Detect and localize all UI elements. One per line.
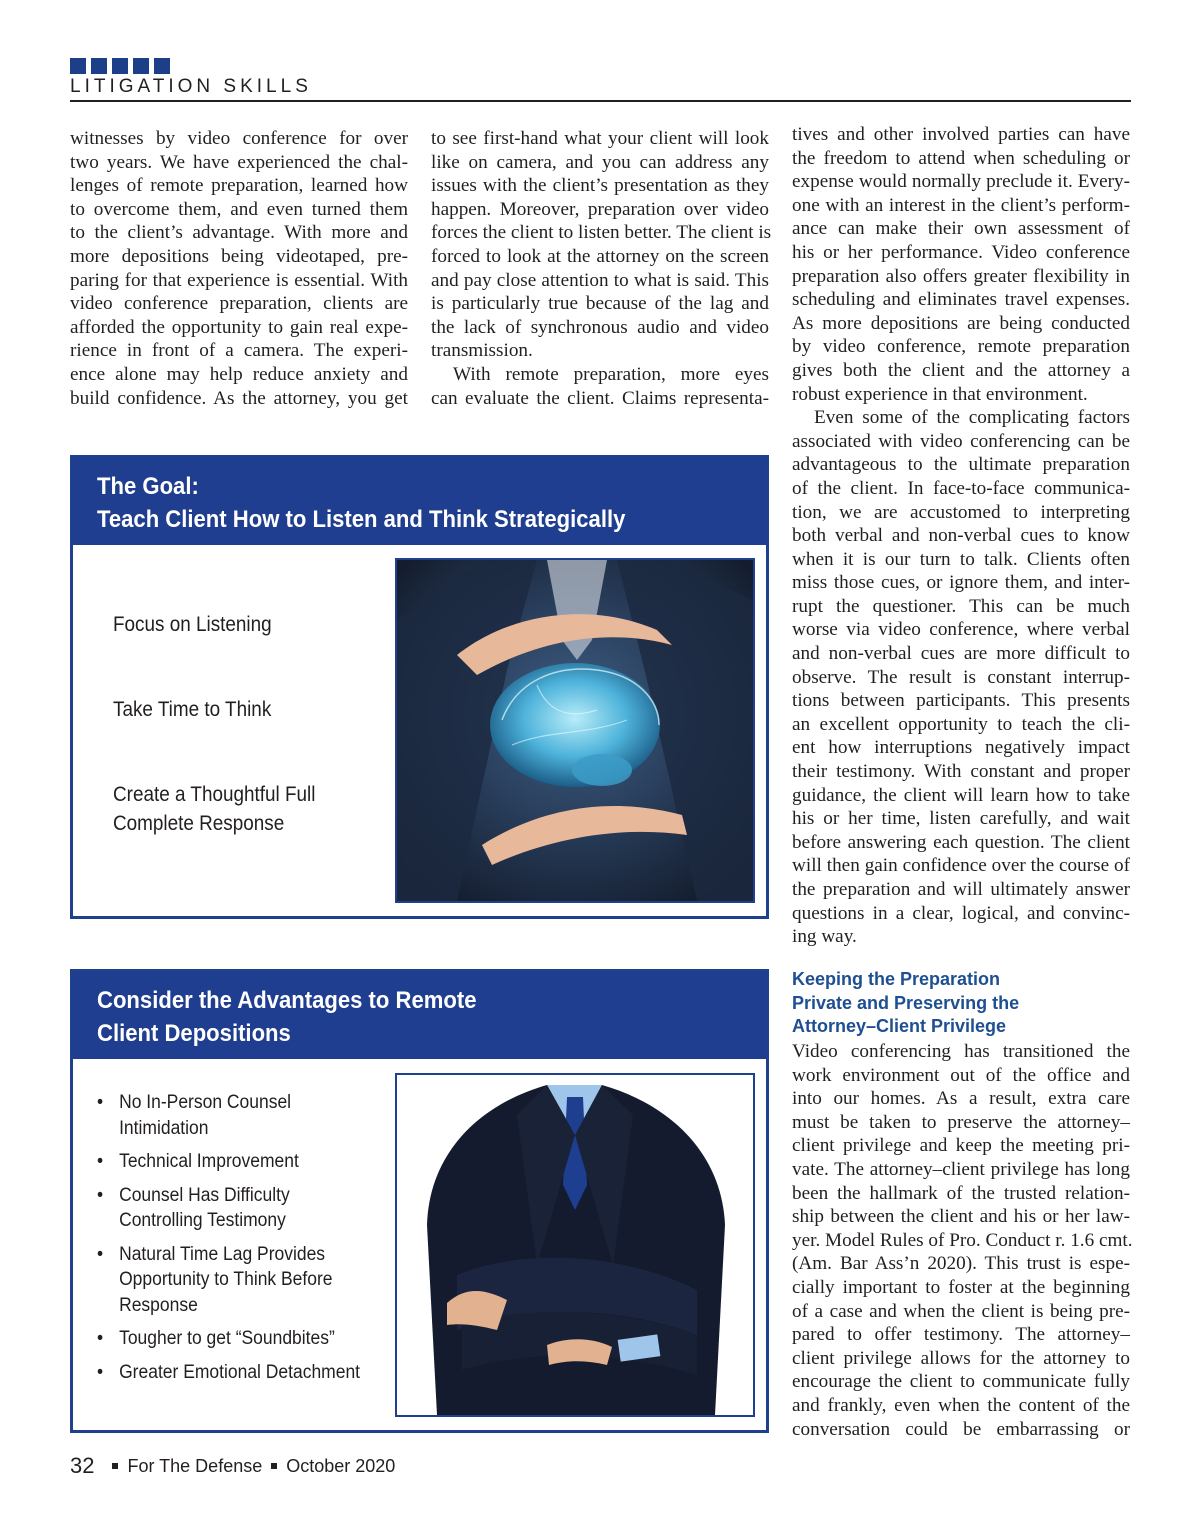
goal-box-title: [73, 458, 766, 545]
text-line: worse via video conference, where verbal: [792, 619, 1130, 641]
text-line: of the client. In face-to-face communica-: [792, 477, 1130, 499]
text-line: conversation could be embarrassing or: [792, 1418, 1130, 1440]
text-line: lenges of remote preparation, learned how: [70, 175, 408, 197]
text-line: pared to offer testimony. The attorney–: [792, 1324, 1130, 1346]
text-line: will then gain confidence over the course of: [792, 855, 1130, 877]
text-line: vate. The attorney–client privilege has long: [792, 1158, 1130, 1180]
text-line: witnesses by video conference for over: [70, 128, 408, 149]
text-line: encourage the client to communicate fully: [792, 1371, 1130, 1393]
text-line: guidance, the client will learn how to take: [792, 784, 1130, 806]
text-line: ence alone may help reduce anxiety and: [70, 363, 408, 385]
text-line: when it is our turn to talk. Clients often: [792, 548, 1130, 570]
text-line: expense would normally preclude it. Every-: [792, 171, 1130, 193]
text-line: paring for that experience is essential. With: [70, 269, 408, 291]
text-line: like on camera, and you can address any: [431, 151, 769, 173]
list-item-line: No In-Person Counsel: [119, 1092, 292, 1113]
goal-box-title-line: The Goal:: [97, 473, 199, 500]
text-line: yer. Model Rules of Pro. Conduct r. 1.6 cmt.: [792, 1229, 1133, 1251]
text-line: both verbal and non-verbal cues to know: [792, 525, 1130, 547]
text-line: one with an interest in the client’s perform-: [792, 194, 1130, 216]
list-item-line: Opportunity to Think Before: [119, 1269, 333, 1290]
text-line: ing way.: [792, 926, 857, 948]
text-line: before answering each question. The client: [792, 831, 1130, 853]
text-line: build confidence. As the attorney, you get: [70, 387, 408, 409]
list-item-line: Response: [119, 1294, 198, 1316]
text-line: associated with video conferencing can be: [792, 430, 1130, 452]
text-line: tion, we are accustomed to interpreting: [792, 501, 1130, 523]
text-line: ance can make their own assessment of: [792, 218, 1130, 240]
bullet-dot: •: [97, 1361, 104, 1383]
bullet-dot: •: [97, 1184, 104, 1206]
advantages-list: [97, 1090, 387, 1393]
separator-square: [112, 1463, 118, 1469]
text-line: afforded the opportunity to gain real expe-: [70, 316, 408, 338]
text-line: As more depositions are being conducted: [792, 312, 1130, 334]
list-item: [97, 1183, 364, 1234]
publication-name: For The Defense: [127, 1455, 263, 1476]
text-line: by video conference, remote preparation: [792, 336, 1130, 358]
list-item: [97, 1326, 364, 1352]
text-line: and pay close attention to what is said. This: [431, 269, 769, 291]
text-line: work environment out of the office and: [792, 1064, 1130, 1086]
goal-item-label: Complete Response: [113, 812, 285, 835]
list-item: [97, 1360, 364, 1386]
text-line: of a case and when the client is being pre-: [792, 1300, 1130, 1322]
list-item-line: Technical Improvement: [119, 1151, 299, 1172]
text-line: must be taken to preserve the attorney–: [792, 1111, 1130, 1133]
column-3-continued: [792, 1040, 1133, 1441]
text-line: rupt the questioner. This can be much: [792, 595, 1130, 617]
goal-item-response: [113, 780, 315, 838]
page-footer: [70, 1453, 395, 1479]
text-line: forces the client to listen better. The client is: [431, 222, 772, 244]
text-line: his or her performance. Video conference: [792, 241, 1130, 263]
list-item-line: Controlling Testimony: [119, 1210, 286, 1231]
goal-item-label: Create a Thoughtful Full: [113, 783, 316, 806]
text-line: observe. The result is constant interrup-: [792, 666, 1130, 688]
goal-item-label: Take Time to Think: [113, 698, 272, 721]
text-line: miss those cues, or ignore them, and inter-: [792, 572, 1130, 594]
list-item-line: Tougher to get “Soundbites”: [119, 1328, 335, 1349]
header-rule: [70, 100, 1131, 102]
list-item-line: Intimidation: [119, 1117, 209, 1139]
text-line: advantageous to the ultimate preparation: [792, 454, 1130, 476]
goal-item-think: [113, 695, 271, 724]
list-item: [97, 1090, 364, 1141]
goal-item-listening: [113, 610, 272, 639]
text-line: to the client’s advantage. With more and: [70, 222, 408, 244]
list-item-line: Counsel Has Difficulty: [119, 1184, 290, 1206]
text-line: into our homes. As a result, extra care: [792, 1088, 1130, 1110]
text-line: happen. Moreover, preparation over video: [431, 198, 769, 220]
subheading-line: Keeping the Preparation: [792, 969, 1001, 989]
text-line: his or her time, listen carefully, and wait: [792, 808, 1130, 830]
separator-square: [271, 1463, 277, 1469]
text-line: been the hallmark of the trusted relation-: [792, 1182, 1130, 1204]
list-item-line: Greater Emotional Detachment: [119, 1361, 361, 1383]
list-item: [97, 1149, 364, 1175]
text-line: to see first-hand what your client will look: [431, 128, 769, 149]
bullet-dot: •: [97, 1092, 104, 1113]
bullet-dot: •: [97, 1243, 104, 1265]
advantages-box-title: [73, 972, 766, 1059]
text-line: questions in a clear, logical, and convinc-: [792, 902, 1130, 924]
text-line: the lack of synchronous audio and video: [431, 316, 769, 338]
text-line: preparation also offers greater flexibility in: [792, 265, 1130, 287]
text-line: (Am. Bar Ass’n 2020). This trust is espe-: [792, 1253, 1130, 1275]
advantages-box-title-line: Consider the Advantages to Remote: [97, 987, 477, 1014]
businessman-photo: [395, 1073, 755, 1417]
text-line: the freedom to attend when scheduling or: [792, 147, 1130, 169]
goal-box-title-line: Teach Client How to Listen and Think Strategically: [97, 506, 626, 533]
text-line: to overcome them, and even turned them: [70, 198, 408, 220]
text-line: With remote preparation, more eyes: [453, 363, 769, 385]
text-line: client privilege and keep the meeting pri-: [792, 1135, 1130, 1157]
text-line: two years. We have experienced the chal-: [70, 151, 408, 173]
subheading-line: Private and Preserving the: [792, 992, 1020, 1013]
section-label: LITIGATION SKILLS: [70, 76, 312, 97]
text-line: tives and other involved parties can have: [792, 124, 1130, 145]
list-item: [97, 1242, 364, 1319]
header-squares: [70, 58, 170, 74]
column-1: [70, 127, 408, 410]
bullet-dot: •: [97, 1151, 104, 1172]
text-line: gives both the client and the attorney a: [792, 359, 1130, 381]
text-line: and frankly, even when the content of the: [792, 1394, 1130, 1416]
text-line: more depositions being videotaped, pre-: [70, 245, 408, 267]
advantages-box-title-line: Client Depositions: [97, 1020, 291, 1047]
text-line: rience in front of a camera. The experi-: [70, 340, 408, 362]
goal-item-label: Focus on Listening: [113, 613, 272, 636]
goal-box: [70, 455, 769, 919]
text-line: Video conferencing has transitioned the: [792, 1041, 1130, 1062]
text-line: issues with the client’s presentation as they: [431, 175, 769, 197]
text-line: their testimony. With constant and proper: [792, 761, 1130, 783]
bullet-dot: •: [97, 1328, 104, 1349]
column-2: [431, 127, 772, 410]
text-line: ent how interruptions negatively impact: [792, 737, 1130, 759]
text-line: tions between participants. This presents: [792, 690, 1130, 712]
text-line: the preparation and will ultimately answer: [792, 879, 1130, 900]
brain-photo: [395, 558, 755, 903]
text-line: can evaluate the client. Claims representa-: [431, 387, 769, 409]
section-subheading: [792, 968, 1130, 1039]
text-line: transmission.: [431, 340, 533, 362]
advantages-box: [70, 969, 769, 1433]
text-line: robust experience in that environment.: [792, 383, 1088, 405]
text-line: client privilege allows for the attorney to: [792, 1347, 1130, 1369]
text-line: an excellent opportunity to teach the cli-: [792, 713, 1130, 735]
text-line: scheduling and eliminates travel expenses.: [792, 289, 1130, 311]
text-line: cially important to foster at the beginning: [792, 1276, 1130, 1298]
text-line: Even some of the complicating factors: [814, 407, 1130, 429]
page-number: 32: [70, 1453, 95, 1478]
text-line: forced to look at the attorney on the screen: [431, 245, 769, 267]
column-3: [792, 123, 1130, 949]
text-line: video conference preparation, clients are: [70, 293, 408, 315]
text-line: and non-verbal cues are more difficult to: [792, 643, 1130, 665]
issue-date: October 2020: [286, 1455, 396, 1476]
text-line: ship between the client and his or her law-: [792, 1206, 1130, 1228]
subheading-line: Attorney–Client Privilege: [792, 1016, 1007, 1036]
text-line: is particularly true because of the lag and: [431, 293, 769, 315]
list-item-line: Natural Time Lag Provides: [119, 1243, 326, 1265]
